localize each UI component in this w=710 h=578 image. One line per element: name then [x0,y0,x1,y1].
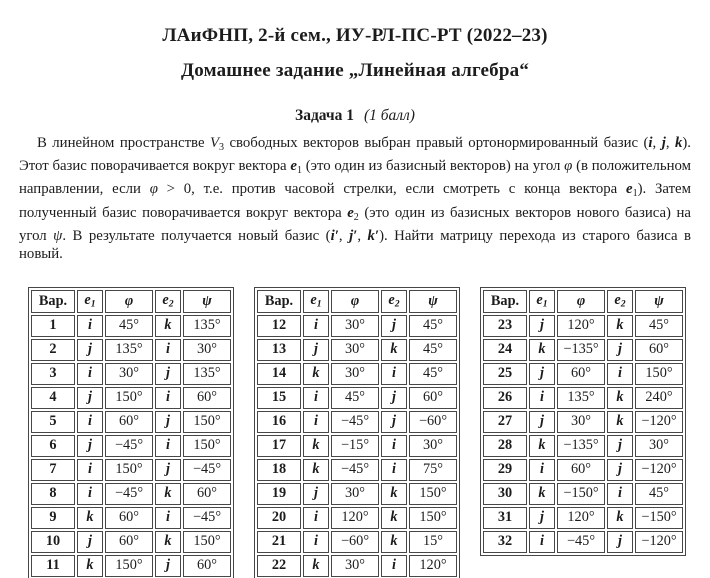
variant-number: 15 [257,387,301,409]
e1-vector: j [529,363,555,385]
phi-angle: −45° [105,435,153,457]
variant-number: 29 [483,459,527,481]
e1-vector: j [529,411,555,433]
text-segment: 2 [394,299,400,311]
column-header-var [257,290,301,313]
variant-row [483,411,683,433]
variant-row [31,483,231,505]
phi-angle: −135° [557,339,605,361]
e2-vector: k [607,507,633,529]
e2-vector: j [155,411,181,433]
e1-vector: i [303,387,329,409]
phi-angle: 30° [331,555,379,577]
psi-angle: 120° [409,555,457,577]
variant-row [483,339,683,361]
psi-angle: 60° [183,483,231,505]
variant-row [31,555,231,577]
text-segment: φ [124,292,134,309]
text-segment: , [652,135,662,151]
e2-vector: k [155,531,181,553]
psi-angle: −45° [183,507,231,529]
text-segment: 2 [168,299,174,311]
e1-vector: j [77,387,103,409]
psi-angle: 30° [635,435,683,457]
column-header-e1 [529,290,555,313]
variant-number: 32 [483,531,527,553]
column-header-var [483,290,527,313]
e2-vector: k [381,507,407,529]
psi-angle: 45° [409,339,457,361]
e2-vector: i [381,363,407,385]
variant-number: 2 [31,339,75,361]
psi-angle: 150° [183,435,231,457]
text-segment: i′ [330,227,339,244]
phi-angle: −60° [331,531,379,553]
text-segment: 2 [620,299,626,311]
column-header-phi [331,290,379,313]
phi-angle: 150° [105,555,153,577]
text-segment: ψ [53,227,63,244]
text-segment: 1 [316,299,322,311]
text-segment: Вар. [38,292,68,309]
text-segment: e [625,181,633,198]
text-segment: , [338,227,350,244]
phi-angle: 60° [105,531,153,553]
variants-table-2 [254,287,460,578]
psi-angle: 135° [183,315,231,337]
variant-number: 26 [483,387,527,409]
column-header-e1 [77,290,103,313]
text-segment: e [614,292,621,309]
text-segment: k [674,135,683,151]
text-segment: ). Найти матрицу перехода из старого базиса в новый. [19,227,692,263]
text-segment: i [648,135,653,151]
column-header-e2 [607,290,633,313]
text-segment: e [347,204,354,221]
table-header-row [483,290,683,313]
task-heading-line [0,107,710,125]
variant-number: 16 [257,411,301,433]
variant-row [483,435,683,457]
text-segment: , [665,135,675,151]
text-segment: j [661,135,666,151]
e1-vector: j [303,483,329,505]
e1-vector: i [529,531,555,553]
psi-angle: 75° [409,459,457,481]
variant-number: 14 [257,363,301,385]
psi-angle: 45° [409,315,457,337]
e1-vector: k [77,555,103,577]
phi-angle: 60° [105,507,153,529]
e2-vector: i [155,387,181,409]
phi-angle: 150° [105,387,153,409]
text-segment: (это один из базисных векторов нового базиса) на угол [19,204,691,244]
text-segment: (это один из базисный векторов) на угол [301,158,565,175]
variants-table-3 [480,287,686,556]
table-header-row [31,290,231,313]
variant-row [483,507,683,529]
text-segment: Вар. [490,292,520,309]
psi-angle: 45° [409,363,457,385]
variant-row [31,531,231,553]
problem-statement [19,134,691,264]
e1-vector: i [77,315,103,337]
e1-vector: k [303,555,329,577]
phi-angle: 45° [105,315,153,337]
text-segment: 1 [542,299,548,311]
task-points: (1 балл) [363,107,415,124]
e1-vector: i [529,387,555,409]
variant-row [483,483,683,505]
variant-number: 3 [31,363,75,385]
text-segment: ψ [654,292,664,309]
e1-vector: k [77,507,103,529]
variant-row [257,555,457,577]
phi-angle: 135° [105,339,153,361]
e2-vector: i [381,459,407,481]
e2-vector: k [381,483,407,505]
phi-angle: 30° [105,363,153,385]
text-segment: e [388,292,395,309]
psi-angle: 150° [409,507,457,529]
variant-row [257,411,457,433]
variant-number: 11 [31,555,75,577]
phi-angle: 30° [557,411,605,433]
column-header-e2 [381,290,407,313]
phi-angle: −45° [557,531,605,553]
e2-vector: i [607,483,633,505]
e1-vector: i [303,507,329,529]
variant-number: 6 [31,435,75,457]
phi-angle: 60° [557,459,605,481]
psi-angle: 150° [635,363,683,385]
e1-vector: k [303,363,329,385]
e2-vector: k [607,387,633,409]
e1-vector: i [77,483,103,505]
variants-table-1 [28,287,234,578]
e2-vector: j [381,411,407,433]
psi-angle: 30° [409,435,457,457]
psi-angle: −60° [409,411,457,433]
column-header-e2 [155,290,181,313]
e1-vector: k [303,459,329,481]
e2-vector: k [607,315,633,337]
phi-angle: 120° [331,507,379,529]
e1-vector: j [77,339,103,361]
text-segment: φ [149,181,158,198]
variant-row [257,459,457,481]
text-segment: 1 [632,188,638,200]
variant-number: 20 [257,507,301,529]
variant-row [257,315,457,337]
variant-number: 21 [257,531,301,553]
variant-number: 28 [483,435,527,457]
text-segment: 1 [296,165,302,177]
column-header-var [31,290,75,313]
e2-vector: i [155,435,181,457]
e2-vector: j [155,555,181,577]
variant-row [483,531,683,553]
psi-angle: 135° [183,363,231,385]
psi-angle: 150° [183,411,231,433]
e2-vector: j [155,363,181,385]
text-segment: φ [350,292,360,309]
text-segment: В линейном пространстве [37,135,210,151]
text-segment: e [290,158,297,175]
variant-row [31,363,231,385]
phi-angle: −45° [331,411,379,433]
psi-angle: 150° [409,483,457,505]
phi-angle: 150° [105,459,153,481]
variant-number: 8 [31,483,75,505]
phi-angle: −135° [557,435,605,457]
psi-angle: 45° [635,315,683,337]
text-segment: > 0, т.е. против часовой стрелки, если смотреть с конца вектора [157,181,626,198]
variant-number: 1 [31,315,75,337]
e1-vector: k [303,435,329,457]
psi-angle: −150° [635,507,683,529]
phi-angle: 120° [557,315,605,337]
text-segment: ). Этот базис поворачивается вокруг вектора [19,135,691,175]
text-segment: (в положительном направлении, если [19,158,691,198]
variant-number: 9 [31,507,75,529]
phi-angle: −150° [557,483,605,505]
variant-number: 4 [31,387,75,409]
variant-number: 30 [483,483,527,505]
text-segment: e [162,292,169,309]
psi-angle: −120° [635,411,683,433]
text-segment: V [209,135,219,151]
text-segment: Вар. [264,292,294,309]
psi-angle: 30° [183,339,231,361]
psi-angle: −120° [635,459,683,481]
e1-vector: i [303,531,329,553]
e2-vector: j [155,459,181,481]
psi-angle: 60° [183,555,231,577]
e2-vector: k [381,531,407,553]
e1-vector: k [529,339,555,361]
variant-row [257,507,457,529]
text-segment: 1 [90,299,96,311]
variant-number: 17 [257,435,301,457]
variant-row [31,411,231,433]
e2-vector: k [155,483,181,505]
phi-angle: 30° [331,483,379,505]
psi-angle: −120° [635,531,683,553]
phi-angle: 30° [331,315,379,337]
e1-vector: j [77,435,103,457]
text-segment: φ [564,158,573,175]
variant-number: 10 [31,531,75,553]
text-segment: e [84,292,91,309]
variant-number: 31 [483,507,527,529]
column-header-e1 [303,290,329,313]
variant-row [483,315,683,337]
phi-angle: 135° [557,387,605,409]
variant-row [31,339,231,361]
e1-vector: k [529,483,555,505]
variant-row [483,363,683,385]
variant-row [31,315,231,337]
phi-angle: 30° [331,363,379,385]
column-header-phi [557,290,605,313]
e2-vector: j [607,459,633,481]
e1-vector: i [77,411,103,433]
psi-angle: 60° [409,387,457,409]
phi-angle: −15° [331,435,379,457]
variant-row [31,387,231,409]
variant-row [483,387,683,409]
phi-angle: 60° [105,411,153,433]
text-segment: e [536,292,543,309]
psi-angle: 150° [183,531,231,553]
e1-vector: i [77,363,103,385]
column-header-psi [635,290,683,313]
column-header-psi [409,290,457,313]
e1-vector: j [529,315,555,337]
e2-vector: i [381,435,407,457]
variant-number: 13 [257,339,301,361]
variant-tables [28,287,710,578]
variant-row [31,507,231,529]
e2-vector: i [607,363,633,385]
variant-row [31,459,231,481]
psi-angle: 60° [635,339,683,361]
psi-angle: 60° [183,387,231,409]
variant-row [257,435,457,457]
psi-angle: −45° [183,459,231,481]
text-segment: , [357,227,368,244]
text-segment: ψ [202,292,212,309]
variant-row [257,483,457,505]
e2-vector: i [155,339,181,361]
column-header-psi [183,290,231,313]
page-title: ЛАиФНП, 2-й сем., ИУ-РЛ-ПС-РТ (2022–23) [162,25,548,46]
e1-vector: i [303,411,329,433]
variant-number: 27 [483,411,527,433]
text-segment: 2 [353,211,359,223]
e2-vector: j [381,387,407,409]
variant-row [257,339,457,361]
task-heading: Задача 1 [295,107,355,124]
table-header-row [257,290,457,313]
variant-row [257,531,457,553]
variant-number: 7 [31,459,75,481]
psi-angle: 240° [635,387,683,409]
e1-vector: j [303,339,329,361]
text-segment: k′ [367,227,380,244]
phi-angle: −45° [331,459,379,481]
text-segment: . В результате получается новый базис ( [62,227,331,244]
variant-row [483,459,683,481]
variant-number: 12 [257,315,301,337]
variant-row [31,435,231,457]
page-subtitle: Домашнее задание „Линейная алгебра“ [180,60,530,81]
psi-angle: 15° [409,531,457,553]
e2-vector: i [381,555,407,577]
variant-row [257,363,457,385]
variant-number: 24 [483,339,527,361]
text-segment: ψ [428,292,438,309]
e2-vector: k [155,315,181,337]
e1-vector: k [529,435,555,457]
text-segment: 3 [219,141,225,153]
phi-angle: −45° [105,483,153,505]
variant-number: 5 [31,411,75,433]
e2-vector: j [607,435,633,457]
e2-vector: k [607,411,633,433]
text-segment: φ [576,292,586,309]
variant-number: 18 [257,459,301,481]
variant-number: 25 [483,363,527,385]
e1-vector: j [529,507,555,529]
e2-vector: j [607,531,633,553]
phi-angle: 30° [331,339,379,361]
e1-vector: i [529,459,555,481]
e2-vector: j [607,339,633,361]
phi-angle: 60° [557,363,605,385]
column-header-phi [105,290,153,313]
text-segment: j′ [349,227,358,244]
text-segment: свободных векторов выбран правый ортонормированный базис ( [224,135,649,151]
phi-angle: 120° [557,507,605,529]
variant-number: 19 [257,483,301,505]
text-segment: ). Затем полученный базис поворачивается вокруг вектора [19,181,691,221]
text-segment: e [310,292,317,309]
variant-number: 23 [483,315,527,337]
e2-vector: k [381,339,407,361]
variant-row [257,387,457,409]
e1-vector: i [303,315,329,337]
e2-vector: i [155,507,181,529]
e2-vector: j [381,315,407,337]
psi-angle: 45° [635,483,683,505]
variant-number: 22 [257,555,301,577]
phi-angle: 45° [331,387,379,409]
e1-vector: i [77,459,103,481]
e1-vector: j [77,531,103,553]
